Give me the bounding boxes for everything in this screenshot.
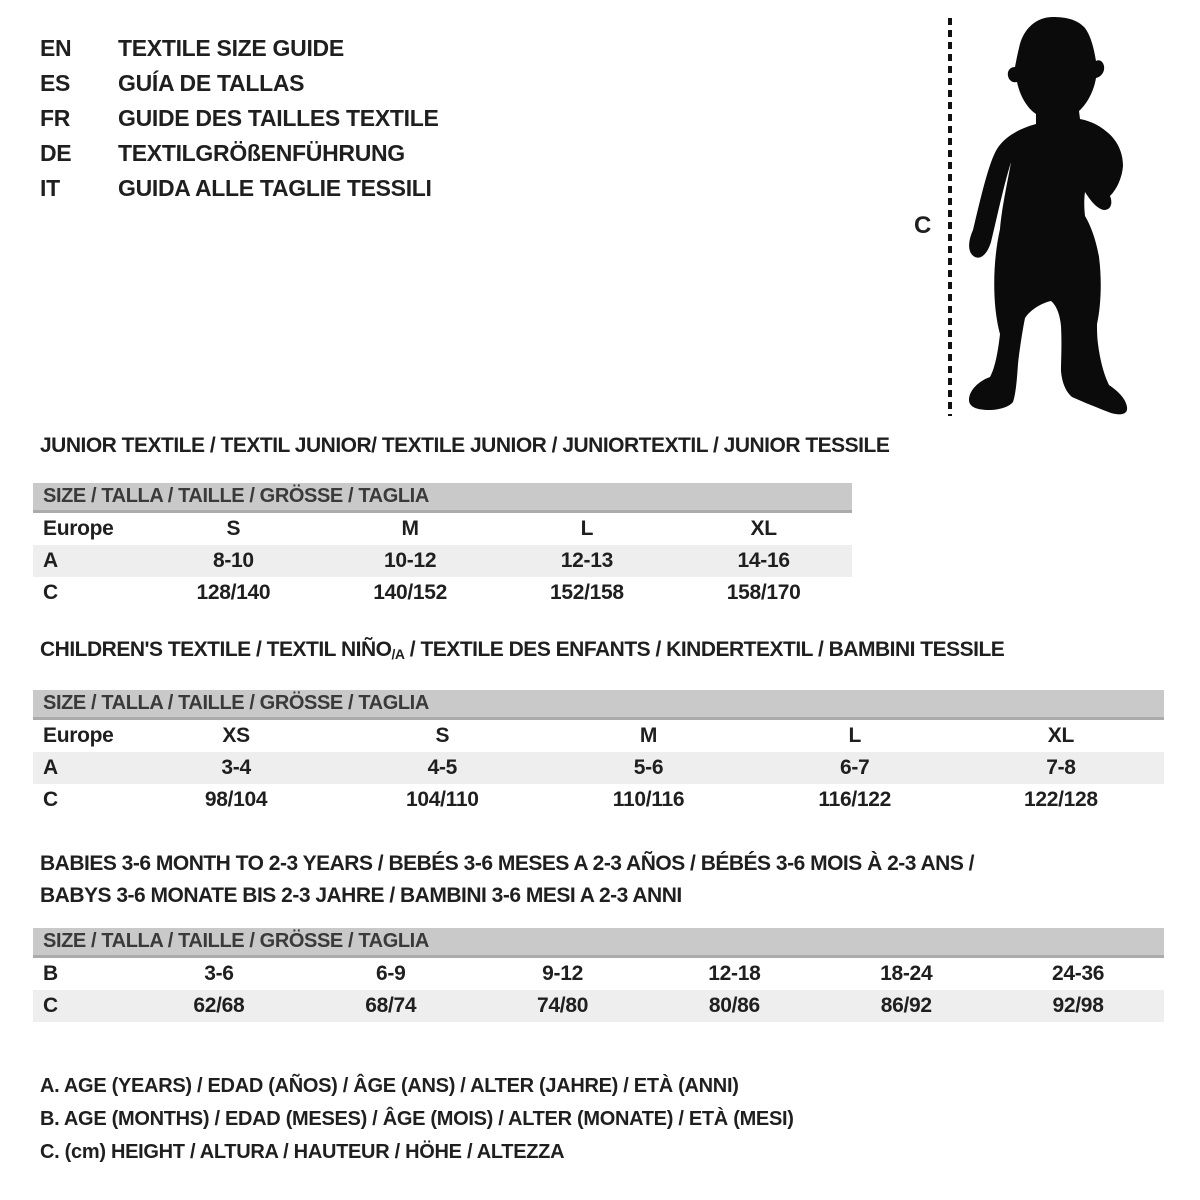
column-header: M xyxy=(401,517,419,540)
language-title: GUIDE DES TAILLES TEXTILE xyxy=(118,105,439,131)
size-table-junior xyxy=(33,483,852,609)
table-cell: 10-12 xyxy=(384,549,437,572)
junior-section-title: JUNIOR TEXTILE / TEXTIL JUNIOR/ TEXTILE JUNIOR / JUNIORTEXTIL / JUNIOR TESSILE xyxy=(40,434,890,457)
children-title-text: CHILDREN'S TEXTILE / TEXTIL NIÑO xyxy=(40,638,392,661)
children-title-subscript: /A xyxy=(391,646,405,662)
babies-title-line2: BABYS 3-6 MONATE BIS 2-3 JAHRE / BAMBINI 3-6 MESI A 2-3 ANNI xyxy=(40,884,682,907)
table-cell: 3-6 xyxy=(204,962,234,985)
row-label: C xyxy=(43,581,58,604)
table-row xyxy=(33,545,852,577)
language-row xyxy=(40,171,439,206)
table-cell: 98/104 xyxy=(204,788,268,811)
table-cell: 158/170 xyxy=(726,581,801,604)
table-cell: 86/92 xyxy=(880,994,932,1017)
table-cell: 140/152 xyxy=(373,581,448,604)
size-header-label: SIZE / TALLA / TAILLE / GRÖSSE / TAGLIA xyxy=(43,692,429,714)
language-row xyxy=(40,66,439,101)
table-cell: 14-16 xyxy=(737,549,790,572)
table-cell: 12-13 xyxy=(560,549,613,572)
language-row xyxy=(40,136,439,171)
table-row xyxy=(33,720,1164,752)
table-cell: 24-36 xyxy=(1051,962,1105,985)
language-row xyxy=(40,101,439,136)
language-code: ES xyxy=(40,70,71,96)
language-code: EN xyxy=(40,35,72,61)
legend-age-months: B. AGE (MONTHS) / EDAD (MESES) / ÂGE (MOIS) / ALTER (MONATE) / ETÀ (MESI) xyxy=(40,1108,794,1130)
table-cell: 9-12 xyxy=(542,962,583,985)
row-label: Europe xyxy=(43,724,114,747)
row-label: B xyxy=(43,962,58,985)
row-label: Europe xyxy=(43,517,114,540)
column-header: L xyxy=(580,517,594,540)
language-header xyxy=(40,31,439,206)
toddler-silhouette xyxy=(969,17,1127,414)
table-row xyxy=(33,958,1164,990)
size-header-bar xyxy=(33,483,852,513)
language-title: GUÍA DE TALLAS xyxy=(118,70,305,96)
babies-title-line1: BABIES 3-6 MONTH TO 2-3 YEARS / BEBÉS 3-6 MESES A 2-3 AÑOS / BÉBÉS 3-6 MOIS À 2-3 ANS / xyxy=(40,852,975,875)
table-row xyxy=(33,784,1164,816)
height-measure-figure xyxy=(900,0,1200,430)
language-row xyxy=(40,31,439,66)
table-cell: 12-18 xyxy=(708,962,761,985)
table-row xyxy=(33,577,852,609)
table-row xyxy=(33,752,1164,784)
row-label: C xyxy=(43,788,58,811)
size-header-label: SIZE / TALLA / TAILLE / GRÖSSE / TAGLIA xyxy=(43,930,429,952)
table-cell: 18-24 xyxy=(880,962,933,985)
table-cell: 68/74 xyxy=(365,994,417,1017)
table-cell: 3-4 xyxy=(221,756,251,779)
size-header-bar xyxy=(33,928,1164,958)
height-measure-label: C xyxy=(914,212,932,239)
size-table-babies xyxy=(33,928,1164,1022)
column-header: S xyxy=(435,724,450,747)
table-cell: 110/116 xyxy=(612,788,685,811)
table-cell: 6-9 xyxy=(376,962,406,985)
children-title-text: / TEXTILE DES ENFANTS / KINDERTEXTIL / BAMBINI TESSILE xyxy=(404,638,1005,661)
table-cell: 8-10 xyxy=(212,549,254,572)
row-label: C xyxy=(43,994,58,1017)
children-section-title xyxy=(40,638,1004,662)
table-cell: 92/98 xyxy=(1052,994,1104,1017)
row-label: A xyxy=(43,549,58,572)
legend-age-years: A. AGE (YEARS) / EDAD (AÑOS) / ÂGE (ANS) / ALTER (JAHRE) / ETÀ (ANNI) xyxy=(40,1075,739,1097)
language-title: TEXTILGRÖßENFÜHRUNG xyxy=(118,140,405,166)
size-header-bar xyxy=(33,690,1164,720)
language-title: TEXTILE SIZE GUIDE xyxy=(118,35,344,61)
table-cell: 4-5 xyxy=(427,756,458,779)
column-header: XL xyxy=(1047,724,1075,747)
table-cell: 152/158 xyxy=(549,581,624,604)
language-title: GUIDA ALLE TAGLIE TESSILI xyxy=(118,175,432,201)
column-header: XL xyxy=(750,517,777,540)
column-header: L xyxy=(848,724,861,747)
legend-height-cm: C. (cm) HEIGHT / ALTURA / HAUTEUR / HÖHE / ALTEZZA xyxy=(40,1141,565,1163)
measurement-legend xyxy=(40,1070,794,1169)
table-cell: 5-6 xyxy=(633,756,664,779)
size-table-children xyxy=(33,690,1164,816)
row-label: A xyxy=(43,756,58,779)
babies-section-title xyxy=(40,848,974,912)
figure-canvas xyxy=(900,0,1200,430)
table-cell: 122/128 xyxy=(1024,788,1098,811)
table-cell: 62/68 xyxy=(193,994,245,1017)
language-code: IT xyxy=(40,175,60,201)
language-code: FR xyxy=(40,105,71,131)
column-header: M xyxy=(639,724,658,747)
table-cell: 6-7 xyxy=(839,756,870,779)
table-cell: 7-8 xyxy=(1046,756,1076,779)
table-cell: 74/80 xyxy=(537,994,589,1017)
column-header: XS xyxy=(222,724,250,747)
table-cell: 116/122 xyxy=(818,788,892,811)
column-header: S xyxy=(226,517,241,540)
table-cell: 80/86 xyxy=(708,994,760,1017)
table-cell: 128/140 xyxy=(196,581,271,604)
table-row xyxy=(33,990,1164,1022)
language-code: DE xyxy=(40,140,72,166)
table-row xyxy=(33,513,852,545)
size-header-label: SIZE / TALLA / TAILLE / GRÖSSE / TAGLIA xyxy=(43,485,429,507)
table-cell: 104/110 xyxy=(405,788,479,811)
